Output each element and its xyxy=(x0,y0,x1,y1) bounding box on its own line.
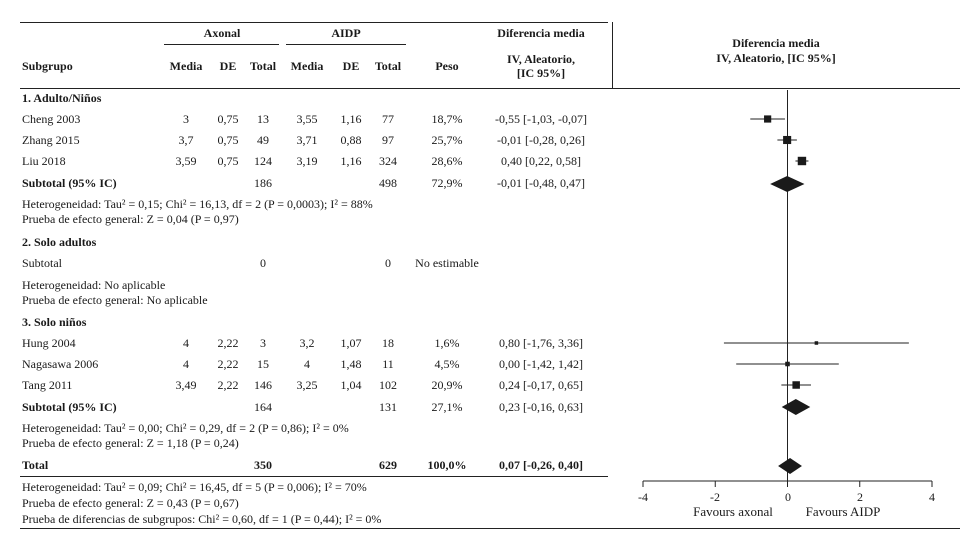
study-n2: 18 xyxy=(382,336,394,350)
tick-label: 0 xyxy=(785,490,791,504)
subtotal-ci: 0,23 [-0,16, 0,63] xyxy=(499,400,583,414)
study-m1: 4 xyxy=(183,336,189,350)
study-sd2: 1,07 xyxy=(340,336,362,350)
heterogeneity-text: Heterogeneidad: No aplicable xyxy=(22,278,166,292)
study-n1: 146 xyxy=(254,378,272,392)
subtotal-n2: 131 xyxy=(379,400,397,414)
point-estimate-square xyxy=(792,381,799,388)
subtotal-diamond xyxy=(782,399,811,415)
study-n2: 102 xyxy=(379,378,397,392)
heterogeneity-text: Heterogeneidad: Tau² = 0,00; Chi² = 0,29, df = 2 (P = 0,86); I² = 0% xyxy=(22,421,349,435)
subgroup-title: 1. Adulto/Niños xyxy=(22,91,102,105)
study-weight: 20,9% xyxy=(431,378,463,392)
subtotal-weight: 72,9% xyxy=(431,176,463,190)
study-weight: 4,5% xyxy=(434,357,460,371)
study-m2: 4 xyxy=(304,357,310,371)
subgroup-difference-text: Prueba de diferencias de subgrupos: Chi² = 0,60, df = 1 (P = 0,44); I² = 0% xyxy=(22,512,382,526)
diff-subtitle-1: IV, Aleatorio, xyxy=(506,52,576,66)
overall-effect-text: Prueba de efecto general: No aplicable xyxy=(22,293,208,307)
total-weight: 100,0% xyxy=(427,458,467,472)
heterogeneity-text: Heterogeneidad: Tau² = 0,15; Chi² = 16,13, df = 2 (P = 0,0003); I² = 88% xyxy=(22,197,373,211)
study-n2: 324 xyxy=(379,154,397,168)
total-heterogeneity-text: Heterogeneidad: Tau² = 0,09; Chi² = 16,45, df = 5 (P = 0,006); I² = 70% xyxy=(22,480,367,494)
study-m1: 3,7 xyxy=(178,133,194,147)
study-n1: 15 xyxy=(257,357,269,371)
study-n1: 3 xyxy=(260,336,266,350)
total-diamond xyxy=(778,458,802,474)
col-de-aidp: DE xyxy=(342,59,360,73)
study-n1: 13 xyxy=(257,112,269,126)
study-ci: -0,55 [-1,03, -0,07] xyxy=(495,112,587,126)
tick-label: -2 xyxy=(710,490,720,504)
plot-title: Diferencia media xyxy=(732,36,820,50)
study-sd2: 1,04 xyxy=(340,378,362,392)
study-weight: 25,7% xyxy=(431,133,463,147)
subtotal-ci: -0,01 [-0,48, 0,47] xyxy=(497,176,585,190)
subtotal-n2: 0 xyxy=(385,256,391,270)
total-n2: 629 xyxy=(379,458,397,472)
subtotal-weight: 27,1% xyxy=(431,400,463,414)
study-ci: -0,01 [-0,28, 0,26] xyxy=(497,133,585,147)
study-ci: 0,80 [-1,76, 3,36] xyxy=(499,336,583,350)
study-sd2: 1,16 xyxy=(340,112,362,126)
study-sd1: 0,75 xyxy=(217,112,239,126)
subtotal-label: Subtotal xyxy=(22,256,63,270)
plot-subtitle: IV, Aleatorio, [IC 95%] xyxy=(716,51,836,65)
subtotal-n1: 164 xyxy=(254,400,272,414)
study-m2: 3,19 xyxy=(296,154,318,168)
point-estimate-square xyxy=(785,362,790,367)
study-n1: 49 xyxy=(257,133,269,147)
study-ci: 0,00 [-1,42, 1,42] xyxy=(499,357,583,371)
study-ci: 0,24 [-0,17, 0,65] xyxy=(499,378,583,392)
total-ci: 0,07 [-0,26, 0,40] xyxy=(499,458,583,472)
subgroup-title: 3. Solo niños xyxy=(22,315,87,329)
subgroup-title: 2. Solo adultos xyxy=(22,235,97,249)
study-m1: 4 xyxy=(183,357,189,371)
col-peso: Peso xyxy=(435,59,459,73)
point-estimate-square xyxy=(764,115,771,122)
study-sd2: 1,48 xyxy=(340,357,362,371)
group-axonal-label: Axonal xyxy=(203,26,241,40)
study-name: Cheng 2003 xyxy=(22,112,81,126)
col-subgroup: Subgrupo xyxy=(22,59,73,73)
diff-title: Diferencia media xyxy=(497,26,585,40)
subtotal-n2: 498 xyxy=(379,176,397,190)
study-name: Zhang 2015 xyxy=(22,133,80,147)
study-weight: 1,6% xyxy=(434,336,460,350)
col-media-axonal: Media xyxy=(169,59,203,73)
subtotal-n1: 186 xyxy=(254,176,272,190)
study-weight: 28,6% xyxy=(431,154,463,168)
col-de-axonal: DE xyxy=(219,59,237,73)
study-m2: 3,71 xyxy=(296,133,318,147)
col-total-axonal: Total xyxy=(249,59,277,73)
study-sd1: 0,75 xyxy=(217,154,239,168)
col-total-aidp: Total xyxy=(374,59,402,73)
study-ci: 0,40 [0,22, 0,58] xyxy=(501,154,581,168)
total-n1: 350 xyxy=(254,458,272,472)
study-name: Liu 2018 xyxy=(22,154,66,168)
study-sd1: 2,22 xyxy=(217,378,239,392)
subtotal-diamond xyxy=(770,176,804,192)
study-m2: 3,55 xyxy=(296,112,318,126)
diff-subtitle-2: [IC 95%] xyxy=(516,66,566,80)
study-sd1: 2,22 xyxy=(217,357,239,371)
study-m1: 3,49 xyxy=(175,378,197,392)
study-n2: 97 xyxy=(382,133,394,147)
point-estimate-square xyxy=(783,136,791,144)
study-m2: 3,2 xyxy=(299,336,315,350)
study-n1: 124 xyxy=(254,154,272,168)
point-estimate-square xyxy=(798,157,806,165)
subtotal-n1: 0 xyxy=(260,256,266,270)
point-estimate-square xyxy=(815,341,819,345)
study-name: Nagasawa 2006 xyxy=(22,357,99,371)
subtotal-label: Subtotal (95% IC) xyxy=(22,176,117,190)
study-name: Hung 2004 xyxy=(22,336,76,350)
study-m2: 3,25 xyxy=(296,378,318,392)
favours-aidp-label: Favours AIDP xyxy=(805,504,881,519)
study-weight: 18,7% xyxy=(431,112,463,126)
overall-effect-text: Prueba de efecto general: Z = 0,04 (P = 0,97) xyxy=(22,212,239,226)
study-m1: 3 xyxy=(183,112,189,126)
study-m1: 3,59 xyxy=(175,154,197,168)
overall-effect-text: Prueba de efecto general: Z = 1,18 (P = 0,24) xyxy=(22,436,239,450)
subtotal-weight: No estimable xyxy=(415,256,479,270)
study-name: Tang 2011 xyxy=(22,378,73,392)
total-label: Total xyxy=(22,458,49,472)
total-effect-text: Prueba de efecto general: Z = 0,43 (P = 0,67) xyxy=(22,496,239,510)
group-aidp-label: AIDP xyxy=(331,26,361,40)
tick-label: -4 xyxy=(638,490,648,504)
study-sd1: 0,75 xyxy=(217,133,239,147)
col-media-aidp: Media xyxy=(290,59,324,73)
tick-label: 2 xyxy=(857,490,863,504)
study-n2: 11 xyxy=(382,357,394,371)
subtotal-label: Subtotal (95% IC) xyxy=(22,400,117,414)
study-sd1: 2,22 xyxy=(217,336,239,350)
tick-label: 4 xyxy=(929,490,935,504)
study-sd2: 1,16 xyxy=(340,154,362,168)
study-sd2: 0,88 xyxy=(340,133,362,147)
favours-axonal-label: Favours axonal xyxy=(693,504,773,519)
study-n2: 77 xyxy=(382,112,394,126)
